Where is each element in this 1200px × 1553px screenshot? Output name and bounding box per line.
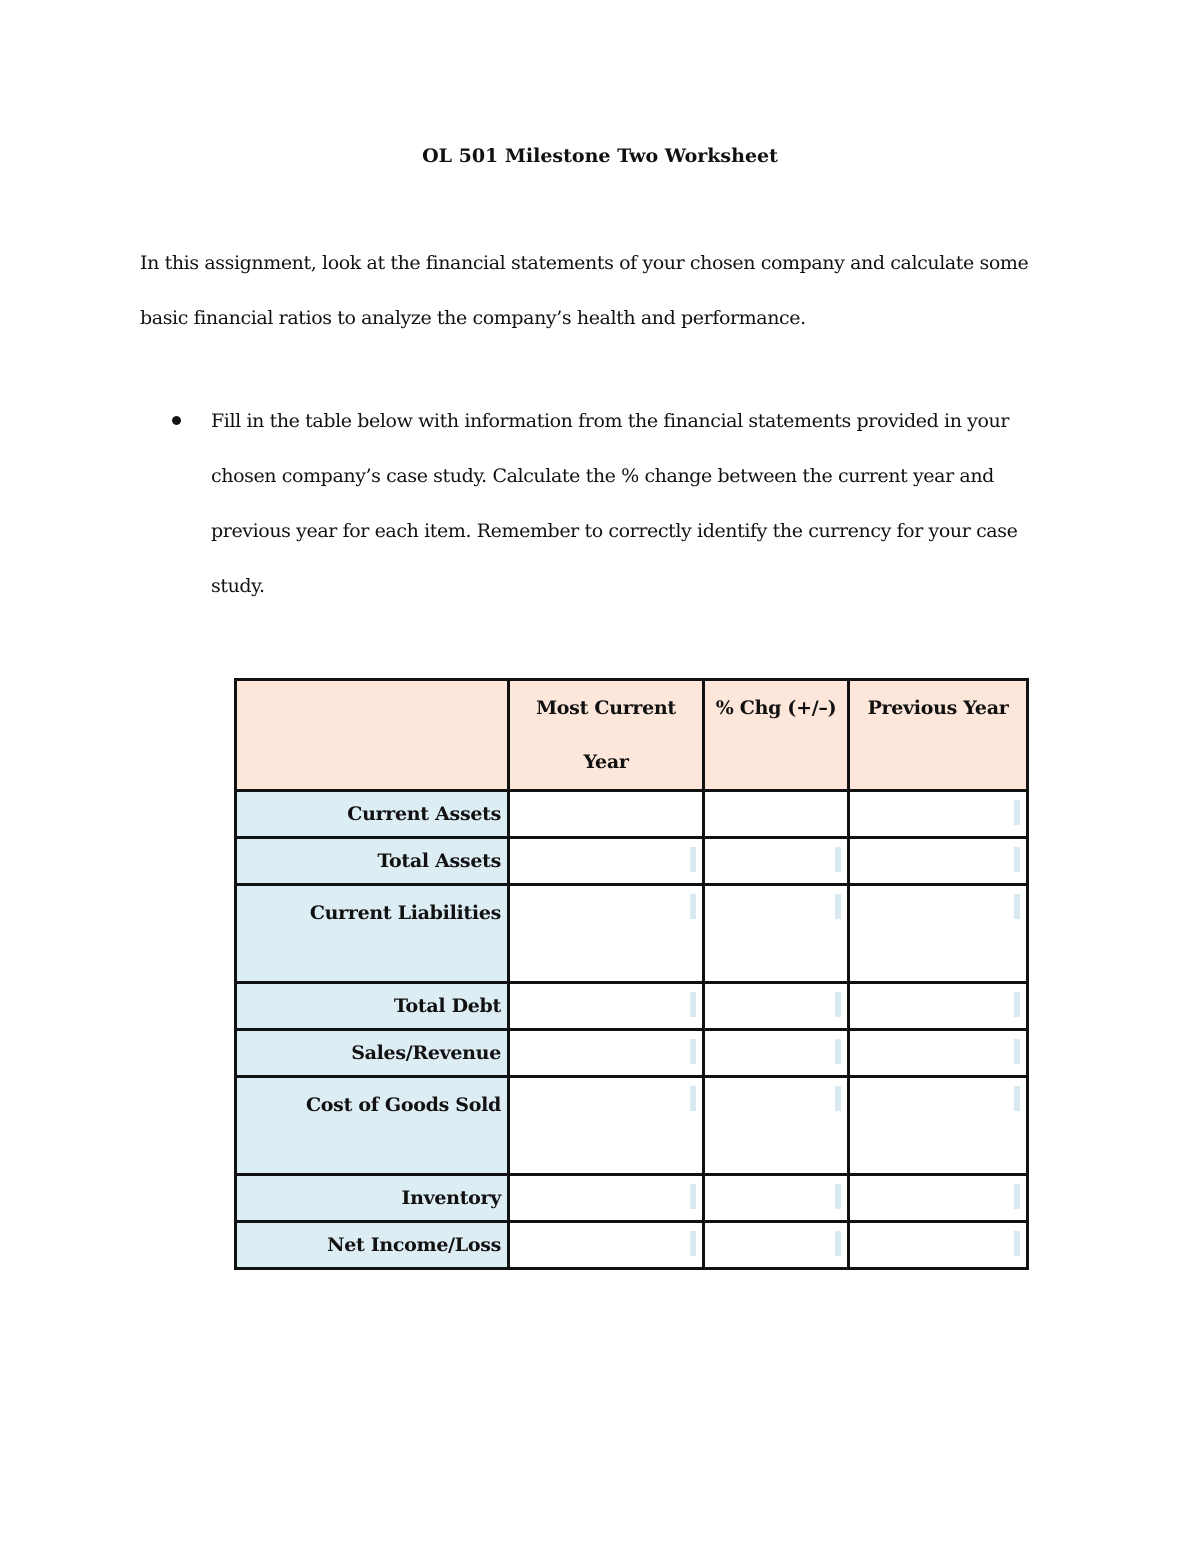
field-marker-icon: [1014, 1231, 1020, 1256]
header-cell-blank: [236, 680, 509, 791]
intro-paragraph: In this assignment, look at the financial statements of your chosen company and calculate some basic financial ratios to analyze the company’s health and performance.: [140, 252, 1029, 329]
field-marker-icon: [690, 1039, 696, 1064]
header-previous-year: Previous Year: [849, 680, 1028, 791]
input-cell-current-year[interactable]: [509, 1077, 704, 1175]
field-marker-icon: [835, 1184, 841, 1209]
table-row: [236, 1175, 1028, 1222]
field-marker-icon: [1014, 1039, 1020, 1064]
field-marker-icon: [835, 1231, 841, 1256]
row-label: Cost of Goods Sold: [236, 1077, 509, 1175]
input-cell-previous-year[interactable]: [849, 983, 1028, 1030]
table-row: [236, 1077, 1028, 1175]
input-cell-current-year[interactable]: [509, 838, 704, 885]
field-marker-icon: [690, 1184, 696, 1209]
input-cell-percent-change[interactable]: [704, 838, 849, 885]
input-cell-percent-change[interactable]: [704, 885, 849, 983]
table-row: [236, 885, 1028, 983]
field-marker-icon: [690, 1086, 696, 1111]
field-marker-icon: [835, 1039, 841, 1064]
table-row: [236, 983, 1028, 1030]
input-cell-percent-change[interactable]: [704, 983, 849, 1030]
input-cell-current-year[interactable]: [509, 983, 704, 1030]
input-cell-percent-change[interactable]: [704, 1030, 849, 1077]
input-cell-previous-year[interactable]: [849, 1222, 1028, 1269]
field-marker-icon: [1014, 800, 1020, 825]
row-label: Inventory: [236, 1175, 509, 1222]
input-cell-previous-year[interactable]: [849, 1077, 1028, 1175]
row-label: Net Income/Loss: [236, 1222, 509, 1269]
field-marker-icon: [690, 894, 696, 919]
input-cell-previous-year[interactable]: [849, 885, 1028, 983]
bullet-icon: [172, 416, 181, 425]
field-marker-icon: [835, 894, 841, 919]
input-cell-current-year[interactable]: [509, 1175, 704, 1222]
row-label: Current Assets: [236, 791, 509, 838]
field-marker-icon: [690, 1231, 696, 1256]
table-row: [236, 1030, 1028, 1077]
header-most-current-year: Most Current Year: [509, 680, 704, 791]
input-cell-previous-year[interactable]: [849, 791, 1028, 838]
input-cell-previous-year[interactable]: [849, 1175, 1028, 1222]
row-label: Sales/Revenue: [236, 1030, 509, 1077]
input-cell-current-year[interactable]: [509, 791, 704, 838]
row-label: Current Liabilities: [236, 885, 509, 983]
input-cell-previous-year[interactable]: [849, 1030, 1028, 1077]
input-cell-previous-year[interactable]: [849, 838, 1028, 885]
field-marker-icon: [1014, 847, 1020, 872]
header-percent-change: % Chg (+/–): [704, 680, 849, 791]
table-row: [236, 1222, 1028, 1269]
field-marker-icon: [1014, 1086, 1020, 1111]
instruction-text: Fill in the table below with information from the financial statements provided in your chosen company’s case study. Calculate the % change between the current year and previous year for each item. Remember to correctly identify the currency for your case study.: [211, 410, 1018, 597]
field-marker-icon: [1014, 1184, 1020, 1209]
input-cell-percent-change[interactable]: [704, 1222, 849, 1269]
input-cell-current-year[interactable]: [509, 1030, 704, 1077]
table-header-row: [236, 680, 1028, 791]
input-cell-current-year[interactable]: [509, 885, 704, 983]
table-row: [236, 838, 1028, 885]
field-marker-icon: [835, 992, 841, 1017]
row-label: Total Assets: [236, 838, 509, 885]
field-marker-icon: [690, 992, 696, 1017]
input-cell-percent-change[interactable]: [704, 791, 849, 838]
field-marker-icon: [835, 847, 841, 872]
input-cell-percent-change[interactable]: [704, 1077, 849, 1175]
input-cell-current-year[interactable]: [509, 1222, 704, 1269]
page-title: OL 501 Milestone Two Worksheet: [422, 145, 778, 167]
field-marker-icon: [1014, 992, 1020, 1017]
input-cell-percent-change[interactable]: [704, 1175, 849, 1222]
table-row: [236, 791, 1028, 838]
field-marker-icon: [690, 847, 696, 872]
row-label: Total Debt: [236, 983, 509, 1030]
field-marker-icon: [1014, 894, 1020, 919]
financial-worksheet-table: [234, 678, 1029, 1270]
field-marker-icon: [835, 1086, 841, 1111]
